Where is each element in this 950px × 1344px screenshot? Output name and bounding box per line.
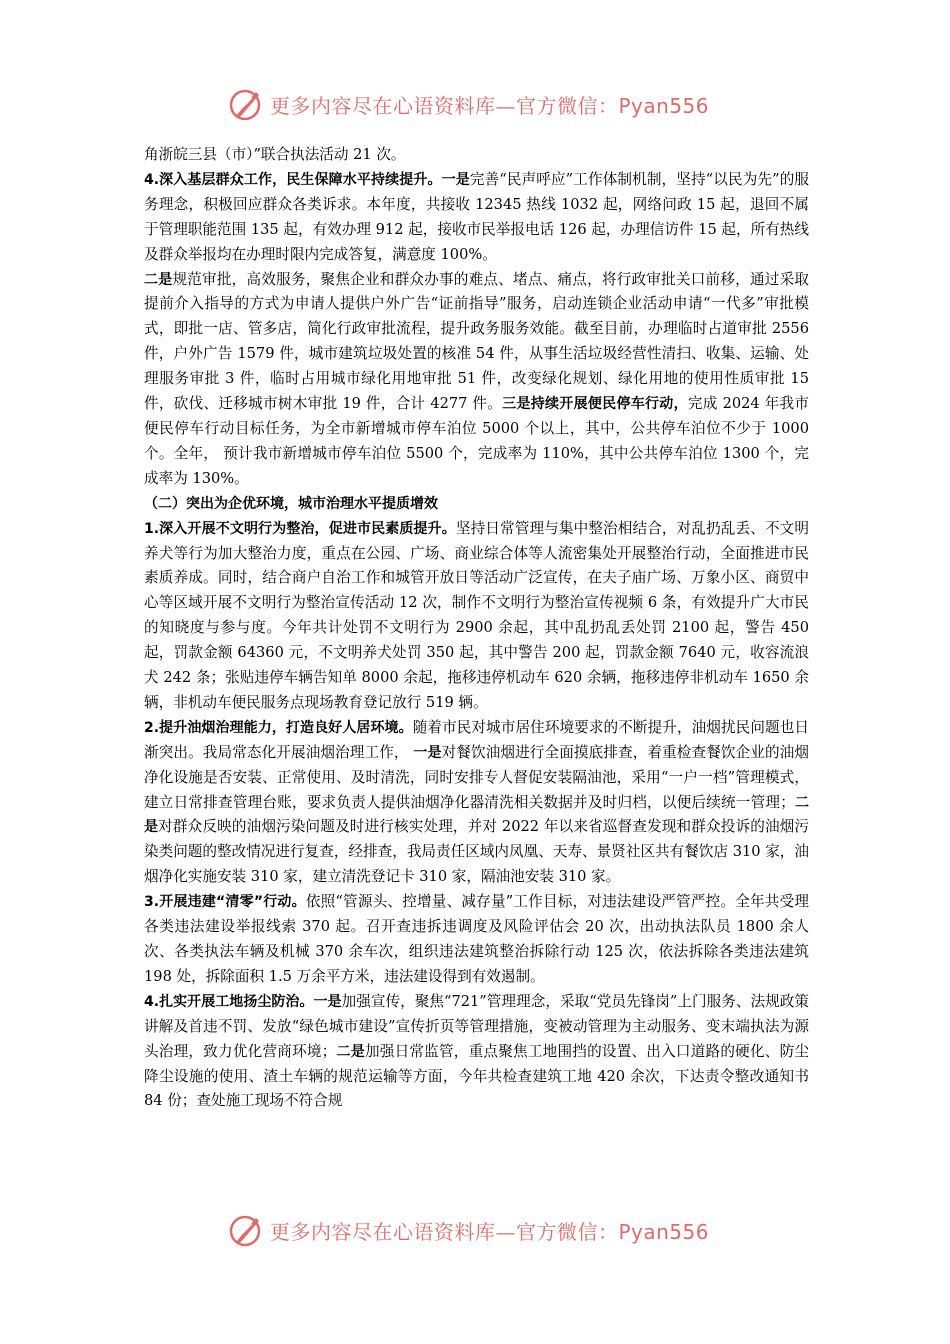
paragraph-item-1: 1.深入开展不文明行为整治，促进市民素质提升。坚持日常管理与集中整治相结合，对乱扔乱丢、不文明养犬等行为加大整治力度，重点在公园、广场、商业综合体等人流密集处开展整治行动，全面推进市民素质养成。同时，结合商户自治工作和城管开放日等活动广泛宣传，在夫子庙广场、万象小区、商贸中心等区域开展不文明行为整治宣传活动 12 次，制作不文明行为整治宣传视频 6 条，有效提升广大市民的知晓度与参与度。今年共计处罚不文明行为 2900 余起，其中乱扔乱丢处罚 2100 起，警告 450 起，罚款金额 64360 元，不文明养犬处罚 350 起，其中警告 200 起，罚款金额 7640 元，收容流浪犬 242 条；张贴违停车辆告知单 8000 余起，拖移违停机动车 620 余辆，拖移违停非机动车 1650 余辆，非机动车便民服务点现场教育登记放行 519 辆。 — [144, 519, 809, 711]
paragraph-item-3: 3.开展违建“清零”行动。依照“管源头、控增量、减存量”工作目标，对违法建设严管严控。全年共受理各类违法建设举报线索 370 起。召开查违拆违调度及风险评估会 20 次，出动执法队员 1800 余人次、各类执法车辆及机械 370 余车次，组织违法建筑整治拆除行动 125 次，依法拆除各类违法建筑 198 处，拆除面积 1.5 万余平方米，违法建设得到有效遏制。 — [144, 893, 809, 985]
quill-pen-logo-icon — [228, 1212, 264, 1248]
paragraph-section-4-part-2: 二是规范审批，高效服务，聚焦企业和群众办事的难点、堵点、痛点，将行政审批关口前移，通过采取提前介入指导的方式为申请人提供户外广告“证前指导”服务，启动连锁企业活动申请“一代多”审批模式，即批一店、管多店，简化行政审批流程，提升政务服务效能。截至目前，办理临时占道审批 2556 件，户外广告 1579 件，城市建筑垃圾处置的核准 54 件，从事生活垃圾经营性清扫、收集、运输、处理服务审批 3 件，临时占用城市绿化用地审批 51 件，改变绿化规划、绿化用地的使用性质审批 15 件，砍伐、迁移城市树木审批 19 件，合计 4277 件。三是持续开展便民停车行动，完成 2024 年我市便民停车行动目标任务，为全市新增城市停车泊位 5000 个以上，其中，公共停车泊位不少于 1000 个。全年， 预计我市新增城市停车泊位 5500 个，完成率为 110%，其中公共停车泊位 1300 个，完成率为 130%。 — [144, 270, 809, 487]
section-heading: 1.深入开展不文明行为整治，促进市民素质提升。 — [144, 520, 456, 537]
watermark-text: 更多内容尽在心语资料库—官方微信：Pyan556 — [270, 1219, 710, 1244]
point-marker: 一是 — [413, 744, 442, 761]
point-marker: 二是 — [144, 794, 809, 836]
point-marker: 二是 — [144, 271, 173, 288]
wechat-id: Pyan556 — [618, 93, 710, 118]
point-marker: 三是持续开展便民停车行动， — [502, 396, 688, 413]
paragraph-section-4: 4.深入基层群众工作，民生保障水平持续提升。一是完善“民声呼应”工作体制机制，坚持“以民为先”的服务理念，积极回应群众各类诉求。本年度，共接收 12345 热线 1032 起，网络问政 15 起，退回不属于管理职能范围 135 起，有效办理 912 起，接收市民举报电话 126 起，办理信访件 15 起，所有热线及群众举报均在办理时限内完成答复，满意度 100%。 — [144, 170, 810, 263]
watermark-text: 更多内容尽在心语资料库—官方微信：Pyan556 — [270, 93, 710, 118]
quill-pen-logo-icon — [228, 86, 264, 122]
section-heading: 4.扎实开展工地扬尘防治。 — [144, 993, 314, 1010]
point-marker: 二是 — [336, 1043, 365, 1060]
paragraph-item-2: 2.提升油烟治理能力，打造良好人居环境。随着市民对城市居住环境要求的不断提升，油烟扰民问题也日渐突出。我局常态化开展油烟治理工作， 一是对餐饮油烟进行全面摸底排查，着重检查餐饮企业的油烟净化设施是否安装、正常使用、及时清洗，同时安排专人督促安装隔油池，采用“一户一档”管理模式，建立日常排查管理台账，要求负责人提供油烟净化器清洗相关数据并及时归档，以便后续统一管理；二是对群众反映的油烟污染问题及时进行核实处理，并对 2022 年以来省巡督查发现和群众投诉的油烟污染类问题的整改情况进行复查，经排查，我局责任区域内凤凰、天寿、景贤社区共有餐饮店 310 家，油烟净化实施安装 310 家，建立清洗登记卡 310 家，隔油池安装 310 家。 — [144, 718, 810, 886]
subsection-title: （二）突出为企优环境，城市治理水平提质增效 — [144, 495, 438, 512]
section-heading: 2.提升油烟治理能力，打造良好人居环境。 — [144, 719, 413, 736]
point-marker: 一是 — [313, 993, 342, 1010]
paragraph-continuation: 角浙皖三县（市）”联合执法活动 21 次。 — [144, 146, 406, 163]
wechat-id: Pyan556 — [618, 1219, 710, 1244]
point-marker: 一是 — [441, 171, 470, 188]
section-heading: 3.开展违建“清零”行动。 — [144, 894, 306, 911]
paragraph-item-4: 4.扎实开展工地扬尘防治。一是加强宣传，聚焦“721”管理理念，采取“党员先锋岗”上门服务、法规政策讲解及首违不罚、发放“绿色城市建设”宣传折页等管理措施，变被动管理为主动服务、变末端执法为源头治理，致力优化营商环境；二是加强日常监管，重点聚焦工地围挡的设置、出入口道路的硬化、防尘降尘设施的使用、渣土车辆的规范运输等方面，今年共检查建筑工地 420 余次，下达责令整改通知书 84 份；查处施工现场不符合规 — [144, 992, 810, 1110]
watermark-banner-bottom — [228, 1210, 728, 1250]
document-body — [144, 143, 809, 1114]
section-heading: 4.深入基层群众工作，民生保障水平持续提升。 — [144, 171, 442, 188]
watermark-banner-top — [228, 84, 728, 124]
